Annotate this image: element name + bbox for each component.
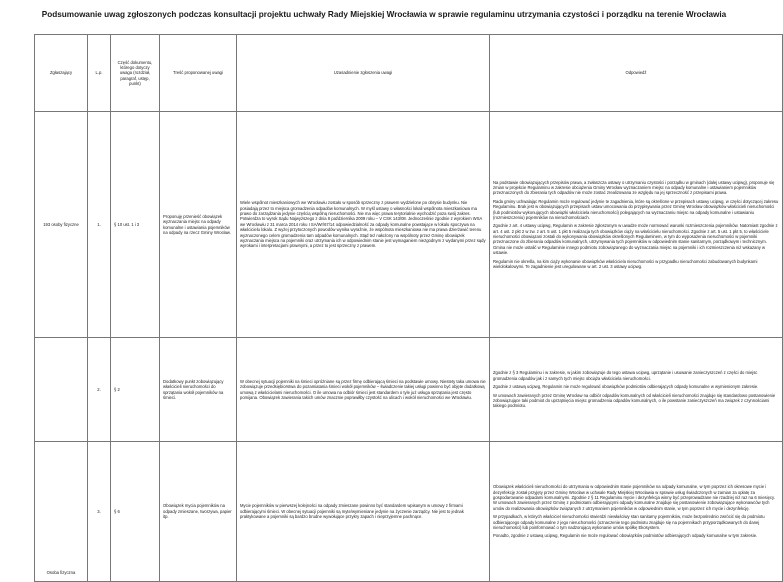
response-paragraph: W umowach zawieranych przez Gminę Wrocław na odbiór odpadów komunalnych od właścicieli nieruchomości znajduje się standardowo postanowienie zobowiązujące taki podmiot do uprzątnięcia miejsc gromadzenia odpadów komunalnych, o ile powstanie zanieczyszczeń ma związek z czynnościami takiego podmiotu. — [493, 392, 776, 409]
response-paragraph: Zgodnie z ustawą ucipwg, Regulamin nie może regulować obowiązków podmiotów odbierających odpady komunalne w wymienionym zakresie. — [493, 384, 759, 390]
row-proposal: Proponuję przenieść obowiązek wyznaczania miejsc na odpady komunalne i ustawiania pojemników na odpady na rzecz Gminy Wrocław. — [160, 112, 237, 338]
header-response: Odpowiedź — [490, 35, 783, 112]
row-justification: W obecnej sytuacji pojemniki na śmieci opróżniane są przez firmę odbierającą śmieci na podstawie umowy. Niestety taka umowa nie zobowiązuje przedsiębiorstwa do pozamiatania śmieci wokół pojemników – świadczenie takiej usługi powinno być objęte dodatkową umową z właścicielami nieruchomości. O ile umowa na odbiór śmieci jest standardem o tyle już usługa sprzątania jest często pomijana. Obowiązek zawierania takich umów znacznie poprawiłby czystość na ulicach i wokół nieruchomości we Wrocławiu. — [237, 338, 490, 442]
row-lp: 3. — [88, 442, 111, 582]
row-justification: Wiele wspólnot mieszkaniowych we Wrocławiu zostało w sposób sprzeczny z prawem wydzielone po obrysie budynku. Nie posiadają przez to miejsca gromadzenia odpadów komunalnych. W myśl ustawy o własności lokali wspólnota mieszkaniowa ma prawo do zarządzania jedynie częścią wspólną nieruchomości. Nie ma więc prawa terytorialnie wychodzić poza swój zakres. Potwierdza to wyrok Sądu Najwyższego z dnia 8 października 2009 roku – V CSK 143/08. Jednocześnie zgodnie z wyrokiem WSA we Wrocławiu z 31 marca 2014 roku I SA/Wr/67/14 odpowiedzialność za odpady komunalne powstające w lokalu spoczywa na właścicielu lokalu. Z wyżej przytoczonych powodów wynika wyraźnie, że wspólnota mieszkaniowa nie ma prawa dzierżawić terenu wyznaczonego celem gromadzenia tam odpadów komunalnych. Stąd też nałożony na wspólnoty przez Gminę obowiązek wyznaczania miejsca na pojemniki oraz utrzymania ich w odpowiednim stanie jest wymaganiem niezgodnym z wydanymi przez sądy wyrokami i interpretacjami prawnymi, a przez to jest sprzeczny z prawem. — [237, 112, 490, 338]
table-header-row — [35, 35, 783, 112]
row-response — [490, 442, 783, 582]
table-row — [35, 442, 783, 582]
header-lp: L.p. — [88, 35, 111, 112]
row-lp: 1. — [88, 112, 111, 338]
response-paragraph: Regulamin nie określa, na kim ciąży wykonanie obowiązków właściciela nieruchomości w przypadku nieruchomości zabudowanych budynkami wielolokalowymi. Te zagadnienie jest uregulowane w art. 2 ust. 3 ustawy ucipwg. — [493, 258, 758, 269]
row-part: § 6 — [111, 442, 160, 582]
header-part: Część dokumentu, którego dotyczy uwaga (rozdział, paragraf, ustęp, punkt) — [111, 35, 160, 112]
consultation-table — [34, 34, 783, 582]
response-paragraph: Zgodnie z art. 4 ustawy ucipwg, Regulamin w zakresie zgłoszonym w uwadze może normować warunki rozmieszczenia pojemników. Natomiast zgodnie z art. 4 ust. 2 pkt 2 w zw. z art. 5 ust. 1 pkt 5 realizacja tych obowiązków ciąży na właścicielu nieruchomości. Zgodnie z art. 5 ust. 1 pkt 5, to właściciele nieruchomości obowiązani zostali do wykonywania obowiązków określonych Regulaminem, w tym do wyposażenia nieruchomości w pojemniki przeznaczone do zbierania odpadów komunalnych, utrzymywania tych pojemników w odpowiednim stanie sanitarnym, porządkowym i technicznym. Gmina nie może ustalić w Regulaminie innego podmiotu zobowiązanego do wyznaczania miejsc na pojemniki i ich rozmieszczenia niż wskazany w ustawie. — [493, 223, 778, 256]
table-row — [35, 112, 783, 338]
row-proposal: Obowiązek mycia pojemników na odpady zmieszane, tworzywa, papier itp. — [160, 442, 237, 582]
row-response — [490, 112, 783, 338]
response-paragraph: Zgodnie z § 3 Regulaminu i w zakresie, w jakim zobowiązuje do tego ustawa ucipwg, uprzątanie i usuwanie zanieczyszczeń z części do miejsc gromadzenia odpadów jak i z samych tych miejsc obciąża właściciela nieruchomości. — [493, 370, 758, 381]
response-paragraph: Ponadto, zgodnie z ustawą ucipwg, Regulamin nie może regulować obowiązków podmiotów odbierających odpady komunalne w tym zakresie. — [493, 533, 758, 539]
header-submitter: Zgłaszający — [35, 35, 88, 112]
row-proposal: Dodatkowy punkt zobowiązujący właścicieli nieruchomości do sprzątania wokół pojemników na śmieci. — [160, 338, 237, 442]
row-response — [490, 338, 783, 442]
row-lp: 2. — [88, 338, 111, 442]
row-submitter: Osoba fizyczna — [35, 442, 88, 582]
document-title: Podsumowanie uwag zgłoszonych podczas konsultacji projektu uchwały Rady Miejskiej Wrocławia w sprawie regulaminu utrzymania czystości i porządku na terenie Wrocławia — [41, 10, 727, 19]
row-part: § 10 ust. 1 i 3 — [111, 112, 160, 338]
header-proposal: Treść proponowanej uwagi — [160, 35, 237, 112]
response-paragraph: Obowiązek właścicieli nieruchomości do utrzymania w odpowiednim stanie pojemników na odpady komunalne, w tym poprzez ich okresowe mycie i dezynfekcję został przyjęty przez Gminę Wrocław w uchwale Rady Miejskiej Wrocławia w sprawie usług świadczonych w zamian za opłatę za gospodarowanie odpadami komunalnymi. Zgodnie z § 11 Regulaminu mycie i dezynfekcja winny być przeprowadzane nie rzadziej niż raz na 6 miesięcy. W umowach zawieranych przez Gminę z podmiotami odbierającymi odpady komunalne znajduje się postanowienie zobowiązujące wykonawców tych umów do realizowania obowiązków związanych z utrzymaniem pojemników w odpowiednim stanie, w tym poprzez ich mycie i dezynfekcję. — [493, 484, 775, 511]
row-justification: Mycie pojemników w pierwszej kolejności na odpady zmieszane powinno być standardem wpisanym w umowy z firmami odbierającymi śmieci. W obecnej sytuacji pojemniki są myte/wymieniane jedynie na życzenie zarządcy. Nie jest to jednak praktykowane a pojemniki są bardzo brudne wywołujące przykry zapach i nieprzyjemne pachnące. — [237, 442, 490, 582]
row-submitter — [35, 338, 88, 442]
row-submitter: 193 osoby fizyczne — [35, 112, 88, 338]
table-row — [35, 338, 783, 442]
response-paragraph: Rada gminy uchwalając Regulamin może regulować jedynie te zagadnienia, które są określone w przepisach ustawy ucipwg, w części dotyczącej zakresu Regulaminu. Brak jest w obowiązujących przepisach ustaw umocowania do przypisywania przez Gminę Wrocław obowiązków właścicieli nieruchomości (lub podmiotów wykonujących obowiązki właściciela nieruchomości) polegających na wyznaczaniu miejsc na odpady komunalne i ustawianiu (rozmieszczeniu) pojemników na nieruchomościach. — [493, 198, 779, 220]
response-paragraph: Na podstawie obowiązujących przepisów prawa, a zwłaszcza ustawy o utrzymaniu czystości i porządku w gminach (dalej ustawy ucipwg), proponuje się zmian w projekcie Regulaminu w zakresie obciążenia Gminy Wrocław wyznaczaniem miejsc na odpady komunalne i ustawianiem pojemników przeznaczonych do zbierania tych odpadów nie może zostać zrealizowana ze względu na jej sprzeczność z przepisami prawa. — [493, 179, 775, 196]
response-paragraph: W przypadkach, w których właściciel nieruchomości stwierdzi niewłaściwy stan sanitarny pojemników, może bezpośrednio zwrócić się do podmiotu odbierającego odpady komunalne z jego nieruchomości (oznaczenie tego podmiotu znajduje się na pojemnikach przyporządkowanych do danej nieruchomości) lub poinformować o tym nadzorującą wykonanie umów spółkę Ekosystem. — [493, 514, 765, 530]
row-part: § 2 — [111, 338, 160, 442]
header-justification: Uzasadnienie zgłoszenia uwagi — [237, 35, 490, 112]
